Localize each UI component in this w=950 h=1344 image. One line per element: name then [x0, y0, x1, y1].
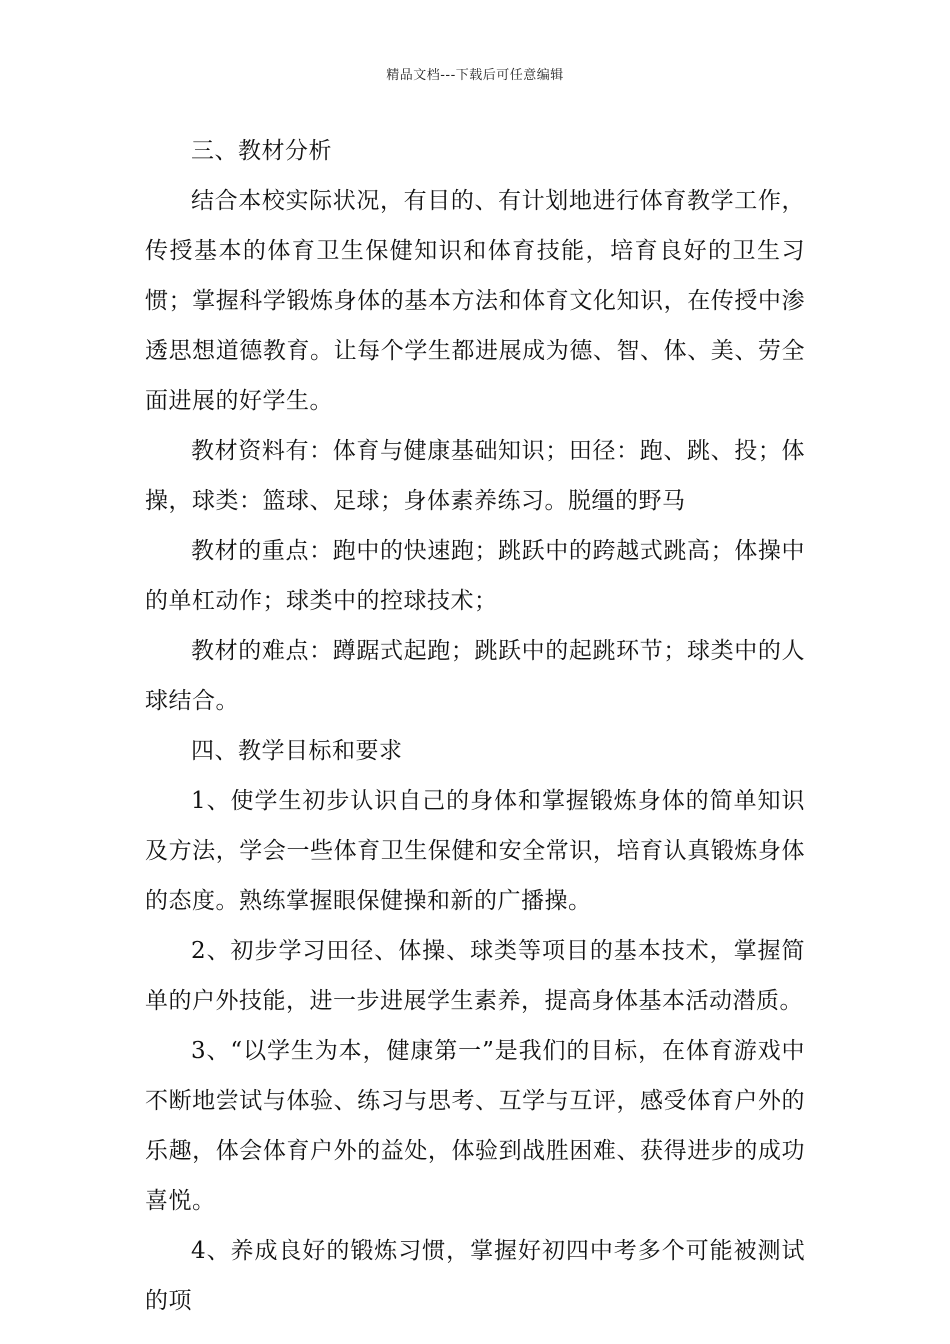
paragraph-textbook-difficulties: 教材的难点：蹲踞式起跑；跳跃中的起跳环节；球类中的人球结合。 [145, 638, 805, 714]
section-heading-textbook-analysis: 三、教材分析 [191, 138, 332, 164]
paragraph-textbook-key-points: 教材的重点：跑中的快速跑；跳跃中的跨越式跳高；体操中的单杠动作；球类中的控球技术； [145, 538, 805, 614]
paragraph-goal-1: 1、使学生初步认识自己的身体和掌握锻炼身体的简单知识及方法，学会一些体育卫生保健和安全常识，培育认真锻炼身体的态度。熟练掌握眼保健操和新的广播操。 [145, 788, 805, 914]
paragraph-goal-2: 2、初步学习田径、体操、球类等项目的基本技术，掌握简单的户外技能，进一步进展学生素养，提高身体基本活动潜质。 [145, 938, 805, 1014]
paragraph-textbook-materials: 教材资料有：体育与健康基础知识；田径：跑、跳、投；体操，球类：篮球、足球；身体素养练习。脱缰的野马 [145, 438, 805, 514]
section-heading-teaching-goals: 四、教学目标和要求 [191, 738, 403, 764]
paragraph-school-situation: 结合本校实际状况，有目的、有计划地进行体育教学工作，传授基本的体育卫生保健知识和体育技能，培育良好的卫生习惯；掌握科学锻炼身体的基本方法和体育文化知识，在传授中渗透思想道德教育。让每个学生都进展成为德、智、体、美、劳全面进展的好学生。 [145, 188, 805, 414]
page-header: 精品文档---下载后可任意编辑 [386, 68, 564, 83]
paragraph-goal-3: 3、“以学生为本，健康第一”是我们的目标，在体育游戏中不断地尝试与体验、练习与思考、互学与互评，感受体育户外的乐趣，体会体育户外的益处，体验到战胜困难、获得进步的成功喜悦。 [145, 1038, 805, 1214]
paragraph-goal-4: 4、养成良好的锻炼习惯，掌握好初四中考多个可能被测试的项 [145, 1238, 805, 1314]
document-body [145, 126, 805, 1326]
